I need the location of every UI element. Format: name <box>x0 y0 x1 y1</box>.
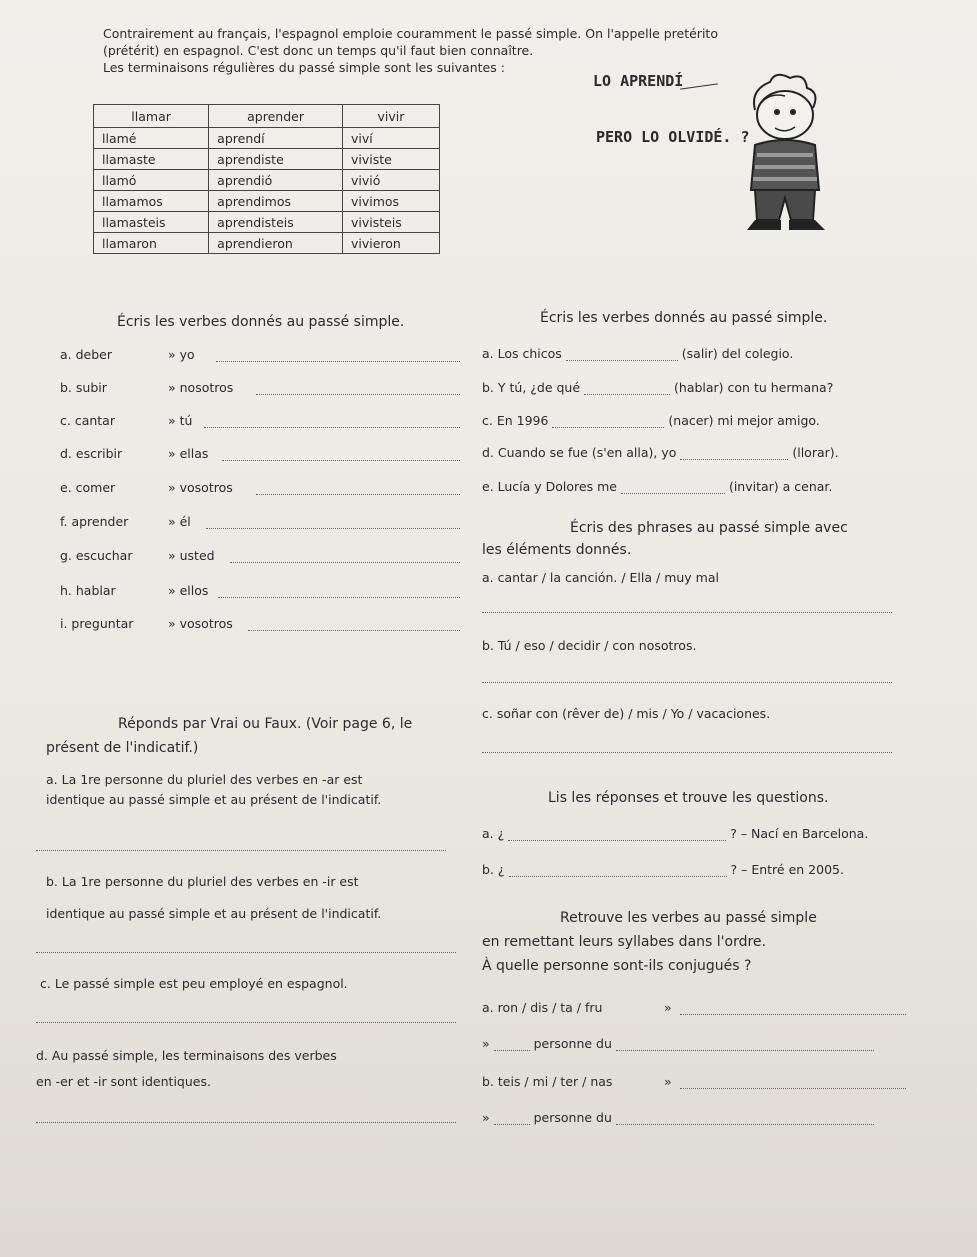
ex1-answer-h-blank[interactable] <box>218 583 460 598</box>
ex6-person-label: personne du <box>533 1036 612 1051</box>
ex1-item-label: c. cantar <box>60 413 115 428</box>
ex4-answer-a-blank[interactable] <box>36 838 446 851</box>
table-cell: viví <box>342 128 439 149</box>
intro-line-2: (prétérit) en espagnol. C'est donc un temps qu'il faut bien connaître. <box>103 43 534 58</box>
exercise-3-title-line-2: les éléments donnés. <box>482 542 632 558</box>
ex2-answer-d-blank[interactable] <box>680 446 788 460</box>
table-cell: aprendió <box>209 170 343 191</box>
ex6-answer-a-number-blank[interactable] <box>494 1037 530 1051</box>
speech-text-2-main: PERO LO OLVIDÉ. <box>596 128 732 146</box>
speech-text-1: LO APRENDÍ <box>593 72 684 90</box>
ex6-item-a-person <box>482 1036 874 1051</box>
ex5-answer: ? – Nací en Barcelona. <box>730 826 869 841</box>
table-cell: vivieron <box>342 233 439 254</box>
table-cell: aprendimos <box>209 191 343 212</box>
exercise-6-title-line-3: À quelle personne sont-ils conjugués ? <box>482 958 752 974</box>
ex1-answer-e-blank[interactable] <box>256 480 460 495</box>
ex4-answer-c-blank[interactable] <box>36 1010 456 1023</box>
ex6-arrow: » <box>482 1110 490 1125</box>
ex2-item-text: (salir) del colegio. <box>681 346 794 361</box>
table-cell: llamó <box>94 170 209 191</box>
ex3-answer-a-blank[interactable] <box>482 600 892 613</box>
ex1-item-pronoun: » nosotros <box>168 380 234 395</box>
ex2-answer-e-blank[interactable] <box>621 480 725 494</box>
ex2-answer-a-blank[interactable] <box>566 347 678 361</box>
ex6-answer-b-number-blank[interactable] <box>494 1111 530 1125</box>
table-cell: llamasteis <box>94 212 209 233</box>
ex5-question-b-blank[interactable] <box>509 863 727 877</box>
ex2-item-text: (nacer) mi mejor amigo. <box>668 413 820 428</box>
speech-underline <box>680 83 718 89</box>
table-cell: vivisteis <box>342 212 439 233</box>
table-header: llamar <box>94 105 209 128</box>
ex1-item-pronoun: » tú <box>168 413 193 428</box>
exercise-4-title-line-2: présent de l'indicatif.) <box>46 740 199 756</box>
ex5-prefix: a. ¿ <box>482 826 505 841</box>
ex3-item-c: c. soñar con (rêver de) / mis / Yo / vacaciones. <box>482 706 771 721</box>
ex1-answer-i-blank[interactable] <box>248 616 460 631</box>
ex2-item-b <box>482 380 833 395</box>
ex4-answer-d-blank[interactable] <box>36 1110 456 1123</box>
ex4-item-c-line-1: c. Le passé simple est peu employé en espagnol. <box>40 976 348 991</box>
table-header: aprender <box>209 105 343 128</box>
ex4-item-b-line-1: b. La 1re personne du pluriel des verbes en -ir est <box>46 874 359 889</box>
ex6-answer-b-verb-blank[interactable] <box>680 1074 906 1089</box>
ex2-item-text: d. Cuando se fue (s'en alla), yo <box>482 445 677 460</box>
ex3-item-b: b. Tú / eso / decidir / con nosotros. <box>482 638 697 653</box>
speech-text-2-tail: ? <box>740 128 750 146</box>
table-cell: aprendí <box>209 128 343 149</box>
ex5-item-a <box>482 826 868 841</box>
exercise-1-title: Écris les verbes donnés au passé simple. <box>117 314 405 330</box>
ex1-item-pronoun: » yo <box>168 347 195 362</box>
ex2-item-d <box>482 445 839 460</box>
table-row <box>94 233 440 254</box>
table-cell: aprendieron <box>209 233 343 254</box>
ex6-answer-a-person-blank[interactable] <box>616 1037 874 1051</box>
table-cell: vivió <box>342 170 439 191</box>
ex2-item-a <box>482 346 793 361</box>
ex2-item-c <box>482 413 820 428</box>
table-header: vivir <box>342 105 439 128</box>
exercise-6-title-line-2: en remettant leurs syllabes dans l'ordre. <box>482 934 766 950</box>
ex1-item-pronoun: » usted <box>168 548 215 563</box>
table-cell: vivimos <box>342 191 439 212</box>
ex1-item-label: a. deber <box>60 347 112 362</box>
ex1-answer-c-blank[interactable] <box>204 413 460 428</box>
ex4-item-b-line-2: identique au passé simple et au présent de l'indicatif. <box>46 906 382 921</box>
ex3-item-a: a. cantar / la canción. / Ella / muy mal <box>482 570 719 585</box>
exercise-6-title-line-1: Retrouve les verbes au passé simple <box>560 910 817 926</box>
ex3-answer-c-blank[interactable] <box>482 740 892 753</box>
ex4-item-a-line-2: identique au passé simple et au présent de l'indicatif. <box>46 792 382 807</box>
table-cell: viviste <box>342 149 439 170</box>
ex1-item-label: f. aprender <box>60 514 129 529</box>
table-row <box>94 191 440 212</box>
exercise-2-title: Écris les verbes donnés au passé simple. <box>540 310 828 326</box>
ex1-item-label: e. comer <box>60 480 116 495</box>
ex1-item-label: h. hablar <box>60 583 116 598</box>
ex6-item-a: a. ron / dis / ta / fru <box>482 1000 603 1015</box>
ex2-item-text: b. Y tú, ¿de qué <box>482 380 581 395</box>
ex1-answer-g-blank[interactable] <box>230 548 460 563</box>
ex6-item-b-person <box>482 1110 874 1125</box>
ex6-person-label: personne du <box>533 1110 612 1125</box>
ex2-item-text: c. En 1996 <box>482 413 549 428</box>
ex2-item-text: (llorar). <box>792 445 839 460</box>
table-cell: aprendiste <box>209 149 343 170</box>
ex1-answer-a-blank[interactable] <box>216 347 460 362</box>
ex6-arrow: » <box>664 1074 672 1089</box>
ex2-item-text: e. Lucía y Dolores me <box>482 479 617 494</box>
ex1-item-label: d. escribir <box>60 446 123 461</box>
ex3-answer-b-blank[interactable] <box>482 670 892 683</box>
ex2-item-text: (hablar) con tu hermana? <box>674 380 834 395</box>
ex1-item-pronoun: » ellos <box>168 583 209 598</box>
ex5-answer: ? – Entré en 2005. <box>730 862 844 877</box>
table-cell: llamaste <box>94 149 209 170</box>
intro-text <box>103 25 823 76</box>
intro-line-1: Contrairement au français, l'espagnol emploie couramment le passé simple. On l'appelle pretérito <box>103 26 718 41</box>
ex4-item-d-line-1: d. Au passé simple, les terminaisons des verbes <box>36 1048 337 1063</box>
ex2-item-text: (invitar) a cenar. <box>728 479 833 494</box>
ex6-answer-a-verb-blank[interactable] <box>680 1000 906 1015</box>
ex6-arrow: » <box>664 1000 672 1015</box>
conjugation-table <box>93 104 440 254</box>
table-cell: llamaron <box>94 233 209 254</box>
intro-line-3: Les terminaisons régulières du passé simple sont les suivantes : <box>103 60 505 75</box>
ex1-item-label: g. escuchar <box>60 548 133 563</box>
ex1-item-label: i. preguntar <box>60 616 134 631</box>
table-row <box>94 149 440 170</box>
ex2-item-e <box>482 479 832 494</box>
table-header-row <box>94 105 440 128</box>
ex1-answer-d-blank[interactable] <box>222 446 460 461</box>
table-row <box>94 212 440 233</box>
ex1-item-label: b. subir <box>60 380 107 395</box>
ex6-answer-b-person-blank[interactable] <box>616 1111 874 1125</box>
ex1-item-pronoun: » vosotros <box>168 480 233 495</box>
speech-text-2 <box>596 128 750 146</box>
ex6-item-b: b. teis / mi / ter / nas <box>482 1074 613 1089</box>
ex1-item-pronoun: » ellas <box>168 446 209 461</box>
ex5-prefix: b. ¿ <box>482 862 505 877</box>
ex1-answer-f-blank[interactable] <box>206 514 460 529</box>
ex2-answer-c-blank[interactable] <box>552 414 664 428</box>
table-cell: llamé <box>94 128 209 149</box>
table-row <box>94 170 440 191</box>
exercise-5-title: Lis les réponses et trouve les questions. <box>548 790 829 806</box>
table-row <box>94 128 440 149</box>
exercise-3-title-line-1: Écris des phrases au passé simple avec <box>570 520 848 536</box>
ex4-item-d-line-2: en -er et -ir sont identiques. <box>36 1074 211 1089</box>
exercise-4-title-line-1: Réponds par Vrai ou Faux. (Voir page 6, le <box>118 716 413 732</box>
ex1-item-pronoun: » él <box>168 514 191 529</box>
ex5-item-b <box>482 862 844 877</box>
table-cell: llamamos <box>94 191 209 212</box>
ex6-arrow: » <box>482 1036 490 1051</box>
ex2-item-text: a. Los chicos <box>482 346 562 361</box>
ex5-question-a-blank[interactable] <box>508 827 726 841</box>
ex4-answer-b-blank[interactable] <box>36 940 456 953</box>
ex4-item-a-line-1: a. La 1re personne du pluriel des verbes en -ar est <box>46 772 363 787</box>
ex1-item-pronoun: » vosotros <box>168 616 233 631</box>
table-cell: aprendisteis <box>209 212 343 233</box>
ex2-answer-b-blank[interactable] <box>584 381 670 395</box>
ex1-answer-b-blank[interactable] <box>256 380 460 395</box>
cartoon-boy-illustration <box>735 70 835 250</box>
